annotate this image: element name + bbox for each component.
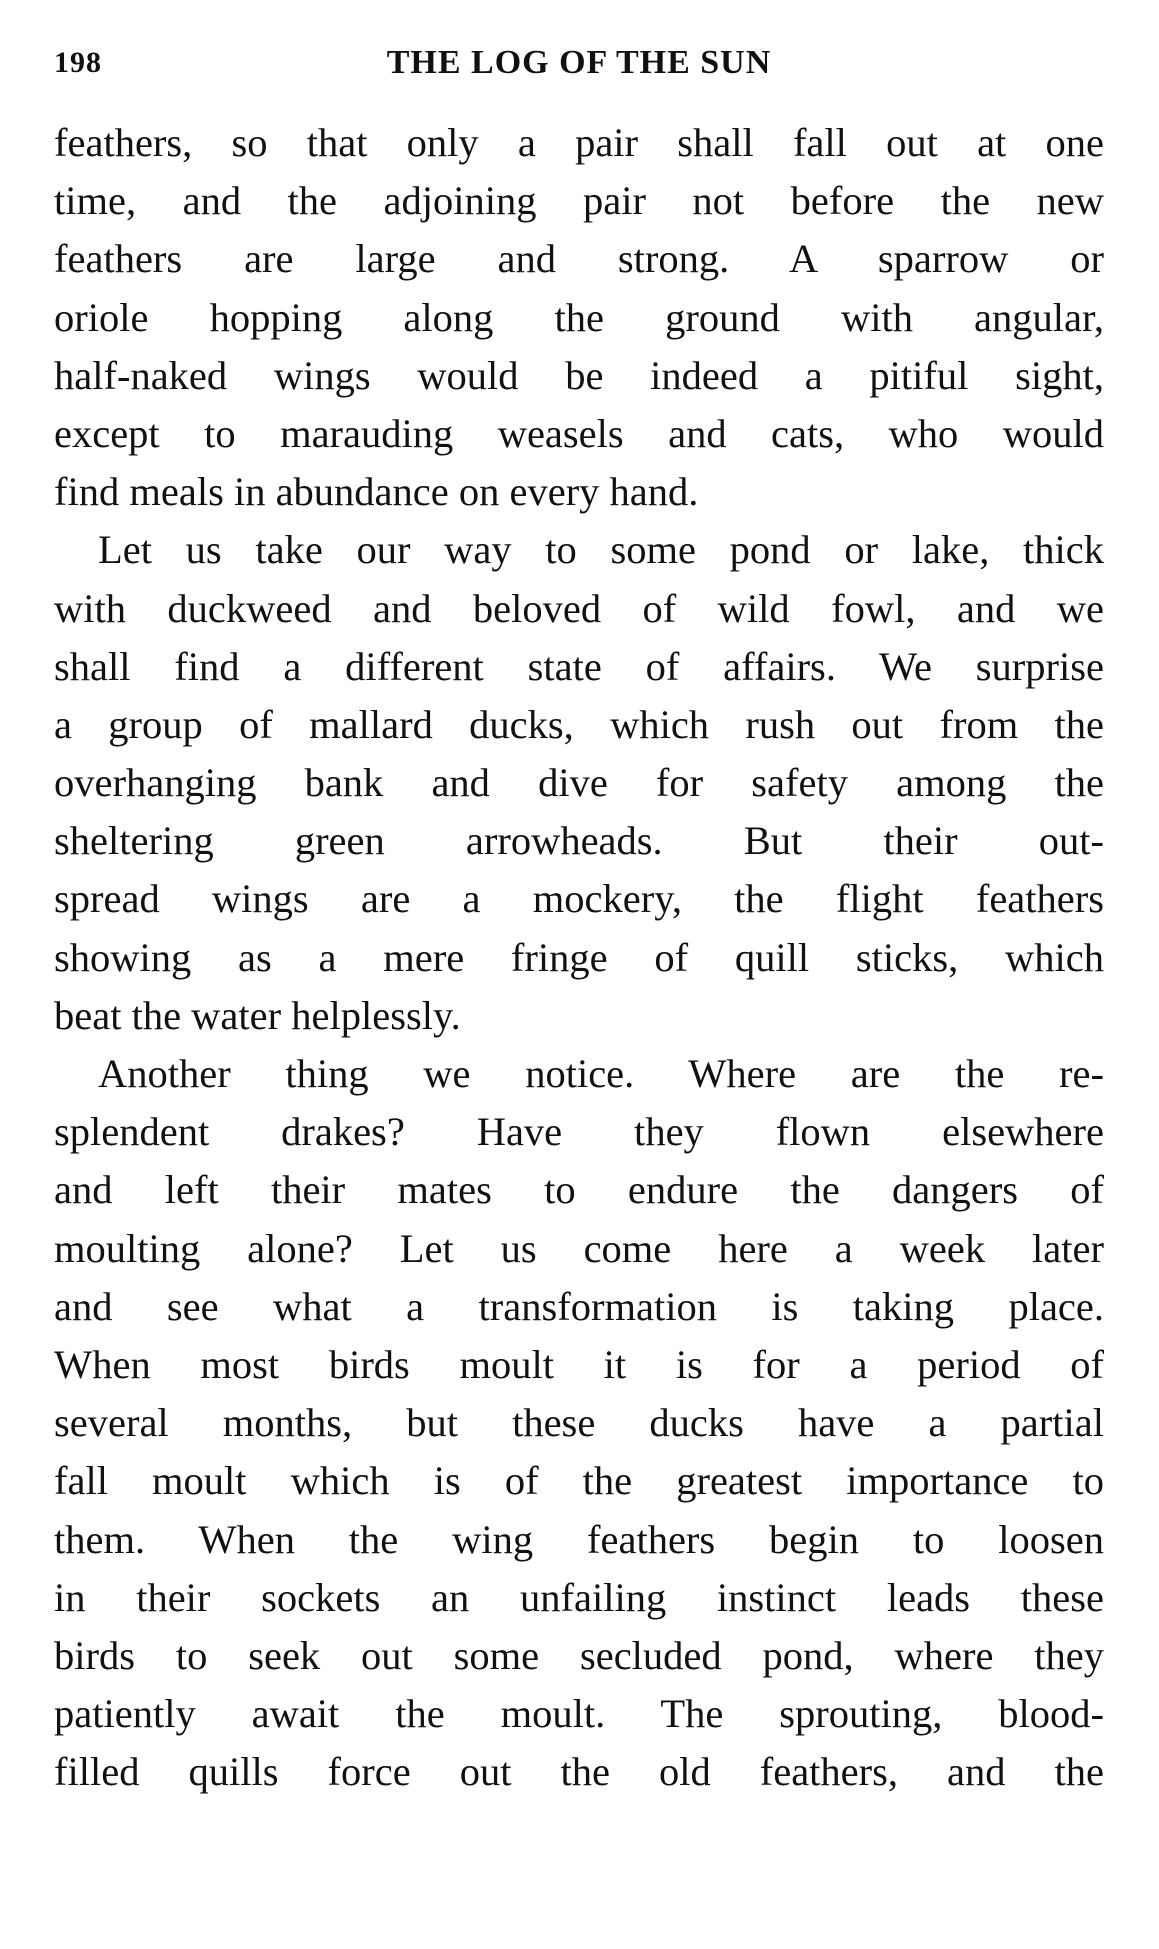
text-line: sheltering green arrowheads. But their out-	[54, 818, 1104, 864]
text-line: Let us take our way to some pond or lake, thick	[98, 527, 1104, 573]
text-line: overhanging bank and dive for safety among the	[54, 760, 1104, 806]
text-line: When most birds moult it is for a period of	[54, 1341, 1104, 1387]
paragraph-3	[54, 1045, 1104, 1801]
text-line: feathers, so that only a pair shall fall out at one	[54, 120, 1104, 165]
paragraph-2	[54, 521, 1104, 1045]
book-page	[54, 40, 1104, 1801]
page-number: 198	[54, 46, 102, 79]
text-line: filled quills force out the old feathers, and the	[54, 1749, 1104, 1795]
text-line: beat the water helplessly.	[54, 992, 461, 1038]
text-line: time, and the adjoining pair not before the new	[54, 178, 1104, 224]
text-line: with duckweed and beloved of wild fowl, and we	[54, 585, 1104, 631]
text-line: patiently await the moult. The sprouting, blood-	[54, 1691, 1104, 1737]
text-line: and see what a transformation is taking place.	[54, 1283, 1104, 1329]
text-line: several months, but these ducks have a partial	[54, 1400, 1104, 1446]
text-line: showing as a mere fringe of quill sticks, which	[54, 934, 1104, 980]
text-line: a group of mallard ducks, which rush out from the	[54, 701, 1104, 747]
text-line: spread wings are a mockery, the flight feathers	[54, 876, 1104, 922]
text-line: moulting alone? Let us come here a week later	[54, 1225, 1104, 1271]
text-line: fall moult which is of the greatest importance to	[54, 1458, 1104, 1504]
text-line: half-naked wings would be indeed a pitiful sight,	[54, 352, 1104, 398]
text-line: and left their mates to endure the dangers of	[54, 1167, 1104, 1213]
text-line: in their sockets an unfailing instinct leads these	[54, 1574, 1104, 1620]
text-line: birds to seek out some secluded pond, where they	[54, 1632, 1104, 1678]
text-line: them. When the wing feathers begin to loosen	[54, 1516, 1104, 1562]
book-title: THE LOG OF THE SUN	[386, 44, 772, 81]
paragraph-1	[54, 114, 1104, 521]
text-line: find meals in abundance on every hand.	[54, 469, 699, 515]
text-line: splendent drakes? Have they flown elsewhere	[54, 1109, 1104, 1155]
text-line: Another thing we notice. Where are the re-	[98, 1051, 1104, 1096]
text-line: except to marauding weasels and cats, who would	[54, 410, 1104, 456]
running-head	[54, 40, 1104, 90]
text-line: oriole hopping along the ground with angular,	[54, 294, 1104, 340]
text-line: shall find a different state of affairs. We surprise	[54, 643, 1104, 689]
text-line: feathers are large and strong. A sparrow or	[54, 236, 1104, 282]
